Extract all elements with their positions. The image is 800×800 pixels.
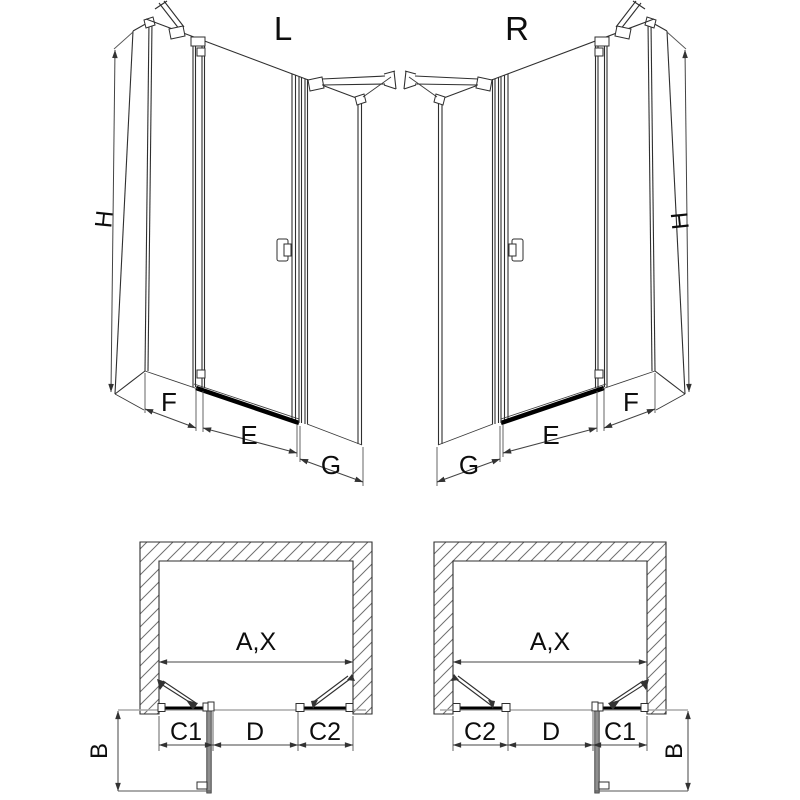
support-bar-horizontal [322, 71, 396, 97]
post-e-g [299, 77, 324, 424]
label-e-right: E [542, 420, 560, 450]
elevation-drawing-left [111, 1, 396, 486]
label-d-left: D [245, 718, 265, 746]
label-ax-left: A,X [235, 628, 277, 656]
label-c2-right: C2 [464, 718, 496, 746]
label-b-right: B [661, 742, 688, 760]
threshold-rail [196, 388, 299, 423]
label-f-left: F [161, 387, 177, 417]
label-variant-left: L [273, 10, 293, 47]
label-height-left: H [90, 209, 119, 230]
label-height-right: H [666, 210, 695, 231]
label-g-right: G [458, 450, 480, 480]
door-hinge [203, 702, 214, 711]
label-c1-right: C1 [604, 718, 636, 746]
support-bar-diagonal [155, 1, 185, 39]
label-ax-right: A,X [529, 628, 571, 656]
label-c2-left: C2 [309, 718, 341, 746]
label-variant-right: R [505, 10, 529, 47]
label-d-right: D [541, 718, 561, 746]
door-panel [194, 74, 299, 423]
door-handle-topview [197, 782, 207, 789]
label-e-left: E [240, 420, 258, 450]
panel-c1 [157, 679, 204, 712]
label-g-left: G [320, 450, 342, 480]
fixed-panel-g [307, 94, 366, 445]
panel-c2 [296, 674, 355, 712]
wall-profile-cap [144, 17, 155, 28]
label-b-left: B [86, 742, 113, 760]
elevation-drawing-right [404, 1, 689, 486]
post-f-e [191, 37, 205, 388]
label-c1-left: C1 [170, 718, 202, 746]
label-f-right: F [623, 387, 639, 417]
